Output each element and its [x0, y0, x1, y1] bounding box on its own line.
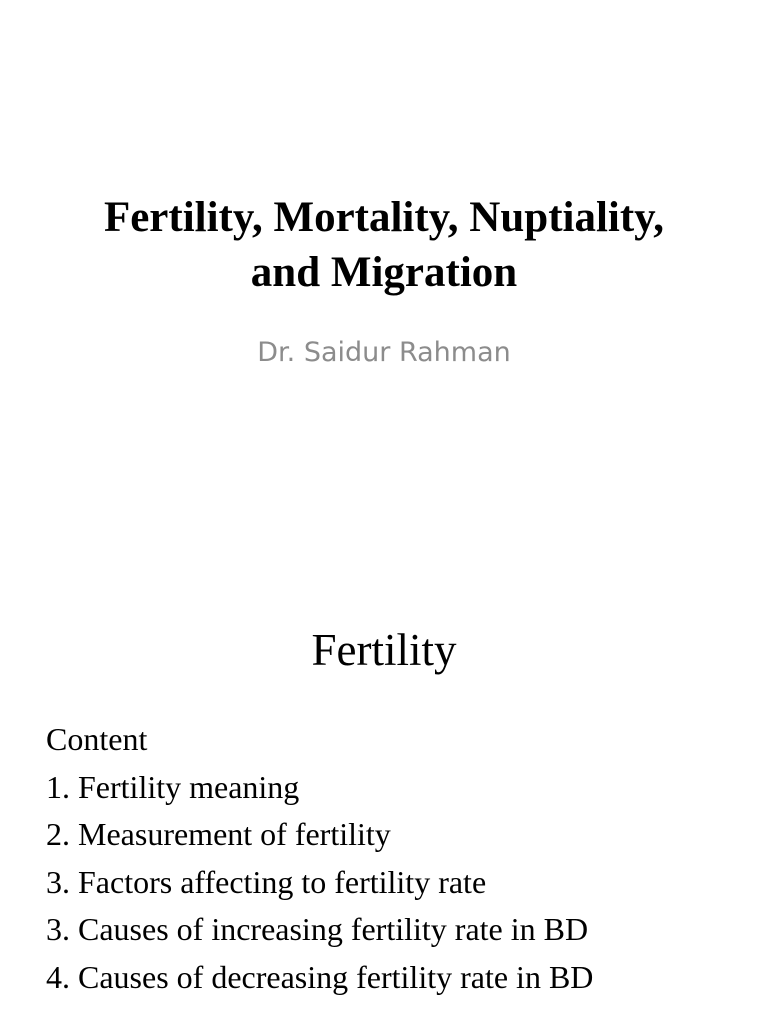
- content-slide: [0, 576, 768, 1024]
- presentation-title: [30, 190, 738, 300]
- author-subtitle: Dr. Saidur Rahman: [257, 337, 511, 368]
- list-item: 3. Causes of increasing fertility rate in BD: [46, 911, 589, 947]
- list-item: 4. Causes of decreasing fertility rate in BD: [46, 958, 594, 995]
- content-list: [46, 716, 748, 1001]
- content-heading: Content: [46, 721, 148, 757]
- list-item: 1. Fertility meaning: [46, 768, 300, 805]
- list-item: 2. Measurement of fertility: [46, 816, 391, 852]
- slide-title: Fertility: [311, 625, 457, 675]
- title-line-1: Fertility, Mortality, Nuptiality,: [103, 194, 665, 241]
- title-line-2: and Migration: [250, 249, 518, 296]
- list-item: 3. Factors affecting to fertility rate: [46, 863, 487, 900]
